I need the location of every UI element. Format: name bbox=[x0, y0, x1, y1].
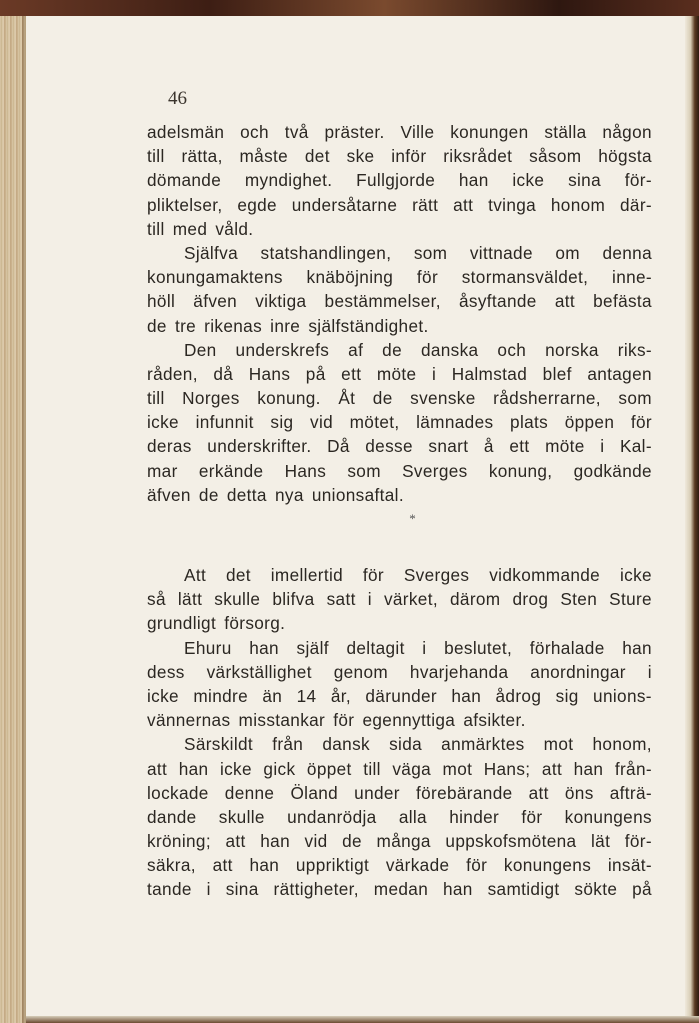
word: icke bbox=[619, 565, 652, 585]
word: väga bbox=[392, 758, 432, 779]
word: Särskildt bbox=[184, 734, 254, 755]
word: mötet, bbox=[349, 412, 400, 433]
word: ådrog bbox=[495, 685, 542, 706]
text-line bbox=[147, 877, 652, 901]
word: säkra, bbox=[147, 855, 196, 876]
word: sina bbox=[225, 879, 259, 900]
word: han bbox=[249, 637, 279, 658]
book-top-edge bbox=[0, 0, 699, 16]
word: anordningar bbox=[530, 661, 626, 682]
word: därom bbox=[450, 589, 501, 610]
word: lämnades bbox=[416, 412, 494, 433]
word: år, bbox=[330, 685, 351, 706]
word: sökte bbox=[574, 879, 618, 900]
word: värket, bbox=[383, 589, 438, 610]
word: förhalade bbox=[529, 637, 605, 658]
word: från- bbox=[614, 758, 652, 779]
word: ett bbox=[341, 363, 362, 384]
text-line bbox=[147, 241, 652, 265]
word: dansk bbox=[322, 734, 370, 755]
text-line bbox=[147, 193, 652, 217]
word: adelsmän bbox=[147, 122, 225, 142]
word: för bbox=[362, 565, 384, 585]
word: lockade bbox=[147, 782, 209, 803]
word: alla bbox=[398, 806, 427, 827]
word: denne bbox=[224, 782, 275, 803]
word: två bbox=[284, 122, 309, 142]
word: egde bbox=[237, 194, 277, 215]
word: sig bbox=[270, 412, 294, 433]
word: Fullgjorde bbox=[356, 170, 436, 191]
word: vid bbox=[310, 412, 334, 433]
word: då bbox=[213, 363, 234, 384]
word: drog bbox=[512, 589, 549, 610]
word: Då bbox=[327, 436, 350, 457]
text-line bbox=[147, 289, 652, 313]
word: imellertid bbox=[270, 565, 344, 585]
word: konungens bbox=[564, 806, 652, 827]
paragraph bbox=[147, 732, 652, 901]
word: icke bbox=[219, 758, 252, 779]
text-line: grundligt försorg. bbox=[147, 613, 286, 634]
word: svenske bbox=[410, 388, 476, 409]
word: dömande bbox=[147, 170, 222, 191]
word: öppet bbox=[306, 758, 352, 779]
word: att bbox=[212, 855, 233, 876]
word: Sverges bbox=[403, 565, 470, 585]
text-line: de tre rikenas inre själfständighet. bbox=[147, 315, 429, 336]
text-line bbox=[147, 386, 652, 410]
word: kröning; bbox=[147, 831, 211, 852]
word: godkände bbox=[573, 460, 652, 481]
word: i bbox=[432, 363, 437, 384]
paragraph bbox=[147, 241, 652, 338]
word: han bbox=[573, 758, 604, 779]
word: deras bbox=[147, 436, 192, 457]
word: viktiga bbox=[255, 291, 307, 312]
word: antagen bbox=[587, 363, 652, 384]
text-line bbox=[147, 120, 652, 144]
word: för- bbox=[624, 170, 652, 191]
word: höll bbox=[147, 291, 176, 312]
word: för bbox=[416, 267, 439, 288]
word: om bbox=[555, 242, 580, 263]
word: erkände bbox=[198, 460, 264, 481]
word: på bbox=[305, 363, 326, 384]
word: dande bbox=[147, 806, 197, 827]
word: möte bbox=[376, 363, 417, 384]
word: insät- bbox=[607, 855, 652, 876]
word: Den bbox=[184, 339, 217, 360]
text-line bbox=[147, 410, 652, 434]
word: och bbox=[497, 339, 527, 360]
word: Att bbox=[184, 565, 207, 585]
word: sig bbox=[555, 685, 579, 706]
word: beslutet, bbox=[444, 637, 513, 658]
text-line bbox=[147, 434, 652, 458]
word: råden, bbox=[147, 363, 198, 384]
word: befästa bbox=[593, 291, 652, 312]
word: afträ- bbox=[609, 782, 652, 803]
word: skulle bbox=[214, 589, 261, 610]
text-line bbox=[147, 459, 652, 483]
word: mar bbox=[147, 460, 178, 481]
word: honom bbox=[550, 194, 606, 215]
word: infunnit bbox=[195, 412, 254, 433]
word: han bbox=[458, 170, 489, 191]
word: underskrifter. bbox=[207, 436, 312, 457]
paragraph bbox=[147, 636, 652, 733]
text-line: till med våld. bbox=[147, 218, 254, 239]
word: han bbox=[451, 685, 482, 706]
word: på bbox=[632, 879, 652, 900]
word: samtidigt bbox=[487, 879, 560, 900]
word: satt bbox=[326, 589, 356, 610]
word: rådsherrarne, bbox=[493, 388, 601, 409]
word: Sverges bbox=[402, 460, 468, 481]
word: därunder bbox=[365, 685, 437, 706]
word: äfven bbox=[193, 291, 238, 312]
word: Hans; bbox=[483, 758, 531, 779]
word: sida bbox=[389, 734, 423, 755]
word: genom bbox=[333, 661, 389, 682]
word: för bbox=[521, 806, 543, 827]
word: Sten bbox=[560, 589, 598, 610]
word: att bbox=[528, 782, 549, 803]
word: gick bbox=[263, 758, 296, 779]
word: inför bbox=[391, 146, 427, 167]
word: anmärktes bbox=[441, 734, 525, 755]
word: till bbox=[363, 758, 381, 779]
page-text bbox=[147, 120, 652, 902]
word: i bbox=[600, 436, 605, 457]
word: mindre bbox=[193, 685, 248, 706]
word: till bbox=[147, 388, 165, 409]
text-line bbox=[147, 587, 652, 611]
word: i bbox=[367, 589, 372, 610]
word: lätt bbox=[177, 589, 203, 610]
word: icke bbox=[147, 412, 179, 433]
word: själf bbox=[296, 637, 329, 658]
word: mot bbox=[543, 734, 574, 755]
word: han bbox=[622, 637, 652, 658]
word: Ville bbox=[400, 122, 435, 142]
word: unions- bbox=[593, 685, 652, 706]
word: i bbox=[422, 637, 427, 658]
word: myndighet. bbox=[244, 170, 333, 191]
word: underskrefs bbox=[235, 339, 330, 360]
word: rättigheter, bbox=[273, 879, 359, 900]
word: för bbox=[630, 412, 652, 433]
word: Norges bbox=[182, 388, 240, 409]
word: värkade bbox=[385, 855, 450, 876]
word: inne- bbox=[612, 267, 652, 288]
section-break-asterisk: * bbox=[409, 511, 416, 526]
word: å bbox=[483, 436, 494, 457]
text-line bbox=[147, 660, 652, 684]
word: för- bbox=[624, 831, 652, 852]
word: att bbox=[147, 758, 168, 779]
word: vittnade bbox=[469, 242, 533, 263]
word: där- bbox=[620, 194, 652, 215]
word: de bbox=[382, 339, 402, 360]
word: 14 bbox=[296, 685, 317, 706]
word: danska bbox=[420, 339, 479, 360]
word: tvinga bbox=[488, 194, 537, 215]
word: undanrödja bbox=[287, 806, 377, 827]
word: riksrådet bbox=[443, 146, 513, 167]
word: undersåtarne bbox=[291, 194, 398, 215]
word: dess bbox=[147, 661, 185, 682]
word: och bbox=[240, 122, 269, 142]
word: denna bbox=[602, 242, 652, 263]
word: som bbox=[347, 460, 381, 481]
word: skulle bbox=[218, 806, 265, 827]
word: tande bbox=[147, 879, 192, 900]
word: öppen bbox=[564, 412, 615, 433]
word: snart bbox=[428, 436, 469, 457]
word: konungens bbox=[503, 855, 592, 876]
section-gap bbox=[147, 531, 652, 563]
word: konungamaktens bbox=[147, 267, 283, 288]
text-line bbox=[147, 781, 652, 805]
text-line bbox=[147, 853, 652, 877]
word: Själfva bbox=[184, 242, 239, 263]
word: Sture bbox=[609, 589, 652, 610]
book-page bbox=[26, 16, 685, 1016]
word: åsyftande bbox=[459, 291, 537, 312]
word: Halmstad bbox=[451, 363, 528, 384]
text-line bbox=[147, 636, 652, 660]
word: stormansväldet, bbox=[461, 267, 589, 288]
text-line bbox=[147, 805, 652, 829]
word: konungen bbox=[450, 122, 529, 142]
text-line bbox=[147, 684, 652, 708]
word: Hans bbox=[284, 460, 327, 481]
word: statshandlingen, bbox=[260, 242, 392, 263]
word: han bbox=[442, 879, 473, 900]
text-line bbox=[147, 144, 652, 168]
word: bestämmelser, bbox=[324, 291, 441, 312]
word: deltagit bbox=[346, 637, 405, 658]
word: vidkommande bbox=[489, 565, 601, 585]
word: lät bbox=[591, 831, 611, 852]
word: till bbox=[147, 146, 165, 167]
word: någon bbox=[602, 122, 652, 142]
word: desse bbox=[365, 436, 413, 457]
word: som bbox=[413, 242, 448, 263]
word: många bbox=[376, 831, 431, 852]
text-line bbox=[147, 338, 652, 362]
word: uppriktigt bbox=[295, 855, 370, 876]
word: riks- bbox=[617, 339, 652, 360]
word: vid bbox=[304, 831, 328, 852]
text-line: äfven de detta nya unionsaftal. bbox=[147, 484, 404, 505]
word: för bbox=[466, 855, 488, 876]
word: han bbox=[260, 831, 290, 852]
paragraph bbox=[147, 563, 652, 636]
word: knäböjning bbox=[306, 267, 394, 288]
paragraph bbox=[147, 338, 652, 507]
word: ske bbox=[346, 146, 375, 167]
word: medan bbox=[373, 879, 429, 900]
word: ställa bbox=[544, 122, 587, 142]
word: högsta bbox=[598, 146, 652, 167]
text-line bbox=[147, 168, 652, 192]
word: uppskofsmötena bbox=[445, 831, 577, 852]
word: Ehuru bbox=[184, 637, 232, 658]
word: rätta, bbox=[181, 146, 223, 167]
text-line bbox=[147, 829, 652, 853]
page-number: 46 bbox=[168, 88, 187, 109]
word: i bbox=[647, 661, 652, 682]
word: honom, bbox=[592, 734, 652, 755]
word: norska bbox=[545, 339, 599, 360]
word: de bbox=[372, 388, 393, 409]
word: Hans bbox=[248, 363, 291, 384]
word: de bbox=[342, 831, 362, 852]
word: han bbox=[249, 855, 280, 876]
word: pliktelser, bbox=[147, 194, 223, 215]
word: hvarjehanda bbox=[409, 661, 509, 682]
text-line bbox=[147, 757, 652, 781]
word: att bbox=[453, 194, 474, 215]
word: att bbox=[541, 758, 563, 779]
word: plats bbox=[510, 412, 549, 433]
word: ett bbox=[509, 436, 530, 457]
word: sina bbox=[568, 170, 601, 191]
word: Åt bbox=[338, 388, 356, 409]
word: såsom bbox=[529, 146, 582, 167]
book-bottom-edge bbox=[26, 1016, 699, 1023]
word: från bbox=[272, 734, 304, 755]
word: att bbox=[554, 291, 575, 312]
word: det bbox=[225, 565, 251, 585]
word: rätt bbox=[412, 194, 439, 215]
word: så bbox=[147, 589, 166, 610]
text-line bbox=[147, 265, 652, 289]
word: Öland bbox=[290, 782, 339, 803]
word: han bbox=[178, 758, 209, 779]
word: hinder bbox=[449, 806, 500, 827]
word: mot bbox=[442, 758, 473, 779]
word: förebärande bbox=[415, 782, 513, 803]
paragraph bbox=[147, 120, 652, 241]
word: det bbox=[304, 146, 330, 167]
word: måste bbox=[239, 146, 289, 167]
word: icke bbox=[147, 685, 179, 706]
text-line: vännernas misstankar för egennyttiga afsikter. bbox=[147, 710, 526, 731]
word: under bbox=[354, 782, 400, 803]
word: präster. bbox=[324, 122, 385, 142]
word: i bbox=[206, 879, 211, 900]
word: icke bbox=[512, 170, 545, 191]
word: värkställighet bbox=[206, 661, 312, 682]
word: möte bbox=[545, 436, 585, 457]
word: än bbox=[262, 685, 283, 706]
word: konung, bbox=[488, 460, 553, 481]
word: blifva bbox=[272, 589, 315, 610]
word: som bbox=[618, 388, 652, 409]
book-right-edge bbox=[685, 16, 699, 1023]
word: öns bbox=[564, 782, 594, 803]
word: att bbox=[225, 831, 246, 852]
text-line bbox=[147, 732, 652, 756]
word: af bbox=[348, 339, 364, 360]
text-line bbox=[147, 362, 652, 386]
word: blef bbox=[542, 363, 572, 384]
word: konung. bbox=[257, 388, 321, 409]
word: Kal- bbox=[619, 436, 652, 457]
text-line bbox=[147, 563, 652, 587]
